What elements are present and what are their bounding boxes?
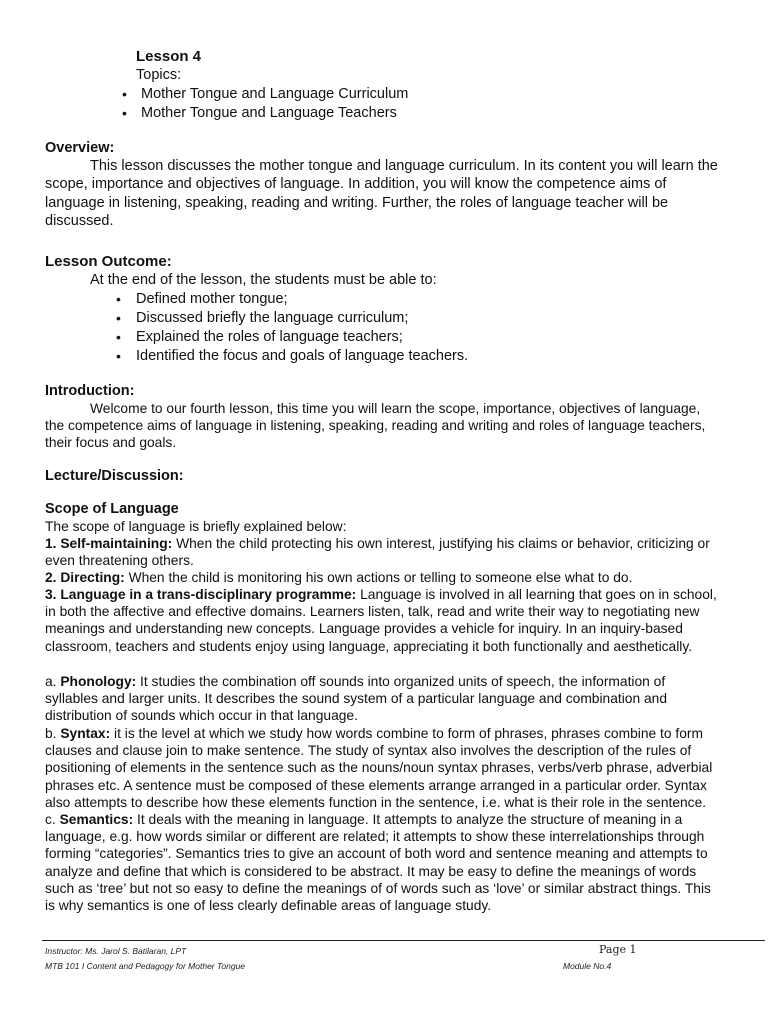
introduction-heading: Introduction: (45, 383, 135, 399)
scope-sub-text: It deals with the meaning in language. It attempts to analyze the structure of meaning in a language, e.g. how words similar or different are related; it attempts to show these interrelationships through forming “categories”. Semantics tries to give an account of both word and sentence meaning and attempts to analyze and define that which is considered to be abstract. It may be easy to define the meanings of words such as ‘tree’ but not so easy to define the meanings of of words such as ‘love’ or similar abstract things. This is why semantics is one of less clearly definable areas of language study. (45, 812, 711, 914)
footer-course: MTB 101 I Content and Pedagogy for Mother Tongue (45, 961, 246, 971)
overview-text: This lesson discusses the mother tongue and language curriculum. In its content you will learn the scope, importance and objectives of language. In addition, you will know the competence aims of language in listening, speaking, reading and writing. Further, the roles of language teacher will be discussed. (45, 158, 718, 230)
outcome-heading: Lesson Outcome: (45, 253, 172, 270)
footer-divider (42, 940, 765, 941)
outcome-item: • Defined mother tongue; (116, 290, 716, 309)
scope-item-label: 3. Language in a trans-disciplinary programme: (45, 587, 357, 602)
outcome-item: • Identified the focus and goals of language teachers. (116, 347, 716, 366)
scope-item (45, 535, 717, 569)
outcome-item: • Explained the roles of language teachers; (116, 328, 716, 347)
outcome-intro: At the end of the lesson, the students must be able to: (90, 272, 437, 288)
scope-sub-item (45, 811, 717, 914)
scope-item (45, 569, 717, 586)
scope-sub-prefix: a. (45, 674, 61, 689)
topics-label: Topics: (136, 67, 182, 83)
scope-item-label: 1. Self-maintaining: (45, 536, 173, 551)
overview-heading: Overview: (45, 140, 115, 156)
scope-item (45, 586, 717, 655)
scope-sub-label: Semantics: (59, 812, 134, 827)
scope-item-text: When the child protecting his own interest, justifying his claims or behavior, criticizing or even threatening others. (45, 536, 710, 569)
scope-item-text: When the child is monitoring his own actions or telling to someone else what to do. (124, 570, 633, 585)
topic-item: • Mother Tongue and Language Teachers (122, 104, 682, 123)
footer-page-number: Page 1 (599, 943, 637, 956)
scope-intro: The scope of language is briefly explained below: (45, 519, 347, 534)
outcome-list (116, 290, 716, 366)
footer-instructor: Instructor: Ms. Jarol S. Batilaran, LPT (45, 946, 187, 956)
scope-item-text: Language is involved in all learning that goes on in school, in both the affective and effective domains. Learners listen, talk, read and write their way to negotiating new meanings and understanding new concepts. Language provides a vehicle for inquiry. In an inquiry-based classroom, teachers and students enjoy using language, appreciating it both functionally and aesthetically. (45, 587, 717, 654)
outcome-item: • Discussed briefly the language curriculum; (116, 309, 716, 328)
scope-sub-item (45, 725, 717, 811)
scope-sub-text: It studies the combination off sounds into organized units of speech, the information of syllables and larger units. It describes the sound system of a particular language and combination and distribution of sounds which occur in that language. (45, 674, 667, 724)
scope-sub-label: Phonology: (60, 674, 137, 689)
scope-sub-text: it is the level at which we study how words combine to form of phrases, phrases combine to form clauses and clause join to make sentence. The study of syntax also involves the description of the rules of positioning of elements in the sentence such as the nouns/noun syntax phrases, verbs/verb phrase, adverbial phrases etc. A sentence must be composed of these elements arrange arranged in a particular order. Syntax also attempts to describe how these elements function in the sentence, i.e. what is their role in the sentence. (45, 726, 713, 810)
topic-item: • Mother Tongue and Language Curriculum (122, 85, 682, 104)
scope-sub-prefix: b. (45, 726, 61, 741)
scope-sub-label: Syntax: (60, 726, 111, 741)
scope-sub-prefix: c. (45, 812, 60, 827)
footer-module: Module No.4 (563, 961, 612, 971)
introduction-text: Welcome to our fourth lesson, this time you will learn the scope, importance, objectives of language, the competence aims of language in listening, speaking, reading and writing and roles of language teachers, their focus and goals. (45, 401, 706, 451)
topics-list (122, 85, 682, 123)
lesson-title: Lesson 4 (136, 48, 202, 65)
scope-item-label: 2. Directing: (45, 570, 125, 585)
scope-sub-item (45, 673, 717, 725)
scope-heading: Scope of Language (45, 501, 179, 517)
lecture-heading: Lecture/Discussion: (45, 468, 184, 484)
